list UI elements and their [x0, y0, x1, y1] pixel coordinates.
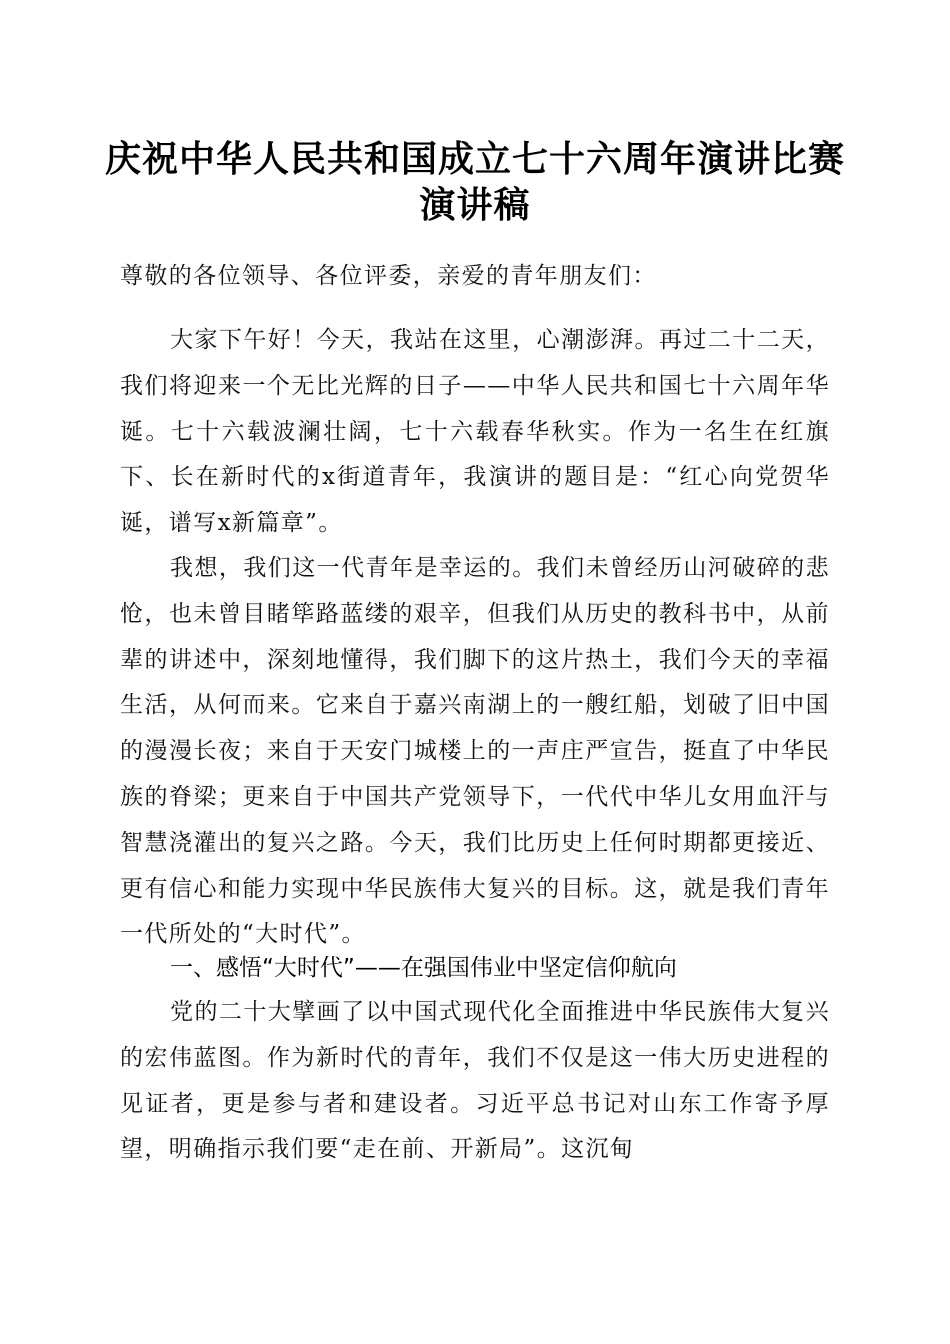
paragraph-2: 我想，我们这一代青年是幸运的。我们未曾经历山河破碎的悲怆，也未曾目睹筚路蓝缕的艰辛，但我们从历史的教科书中，从前辈的讲述中，深刻地懂得，我们脚下的这片热土，我们今天的幸福生活，从何而来。它来自于嘉兴南湖上的一艘红船，划破了旧中国的漫漫长夜；来自于天安门城楼上的一声庄严宣告，挺直了中华民族的脊梁；更来自于中国共产党领导下，一代代中华儿女用血汗与智慧浇灌出的复兴之路。今天，我们比历史上任何时期都更接近、更有信心和能力实现中华民族伟大复兴的目标。这，就是我们青年一代所处的“大时代”。 [120, 555, 830, 948]
document-title-line-1: 庆祝中华人民共和国成立七十六周年演讲比赛 [104, 138, 845, 180]
salutation: 尊敬的各位领导、各位评委，亲爱的青年朋友们： [120, 263, 657, 289]
paragraph-3: 党的二十大擘画了以中国式现代化全面推进中华民族伟大复兴的宏伟蓝图。作为新时代的青年，我们不仅是这一伟大历史进程的见证者，更是参与者和建设者。习近平总书记对山东工作寄予厚望，明确指示我们要“走在前、开新局”。这沉甸 [120, 999, 830, 1163]
section-1-heading: 一、感悟“大时代”——在强国伟业中坚定信仰航向 [170, 955, 677, 981]
paragraph-1: 大家下午好！今天，我站在这里，心潮澎湃。再过二十二天，我们将迎来一个无比光辉的日子——中华人民共和国七十六周年华诞。七十六载波澜壮阔，七十六载春华秋实。作为一名生在红旗下、长在新时代的x街道青年，我演讲的题目是：“红心向党贺华诞，谱写x新篇章”。 [120, 327, 830, 537]
document-title-line-2: 演讲稿 [419, 184, 531, 226]
